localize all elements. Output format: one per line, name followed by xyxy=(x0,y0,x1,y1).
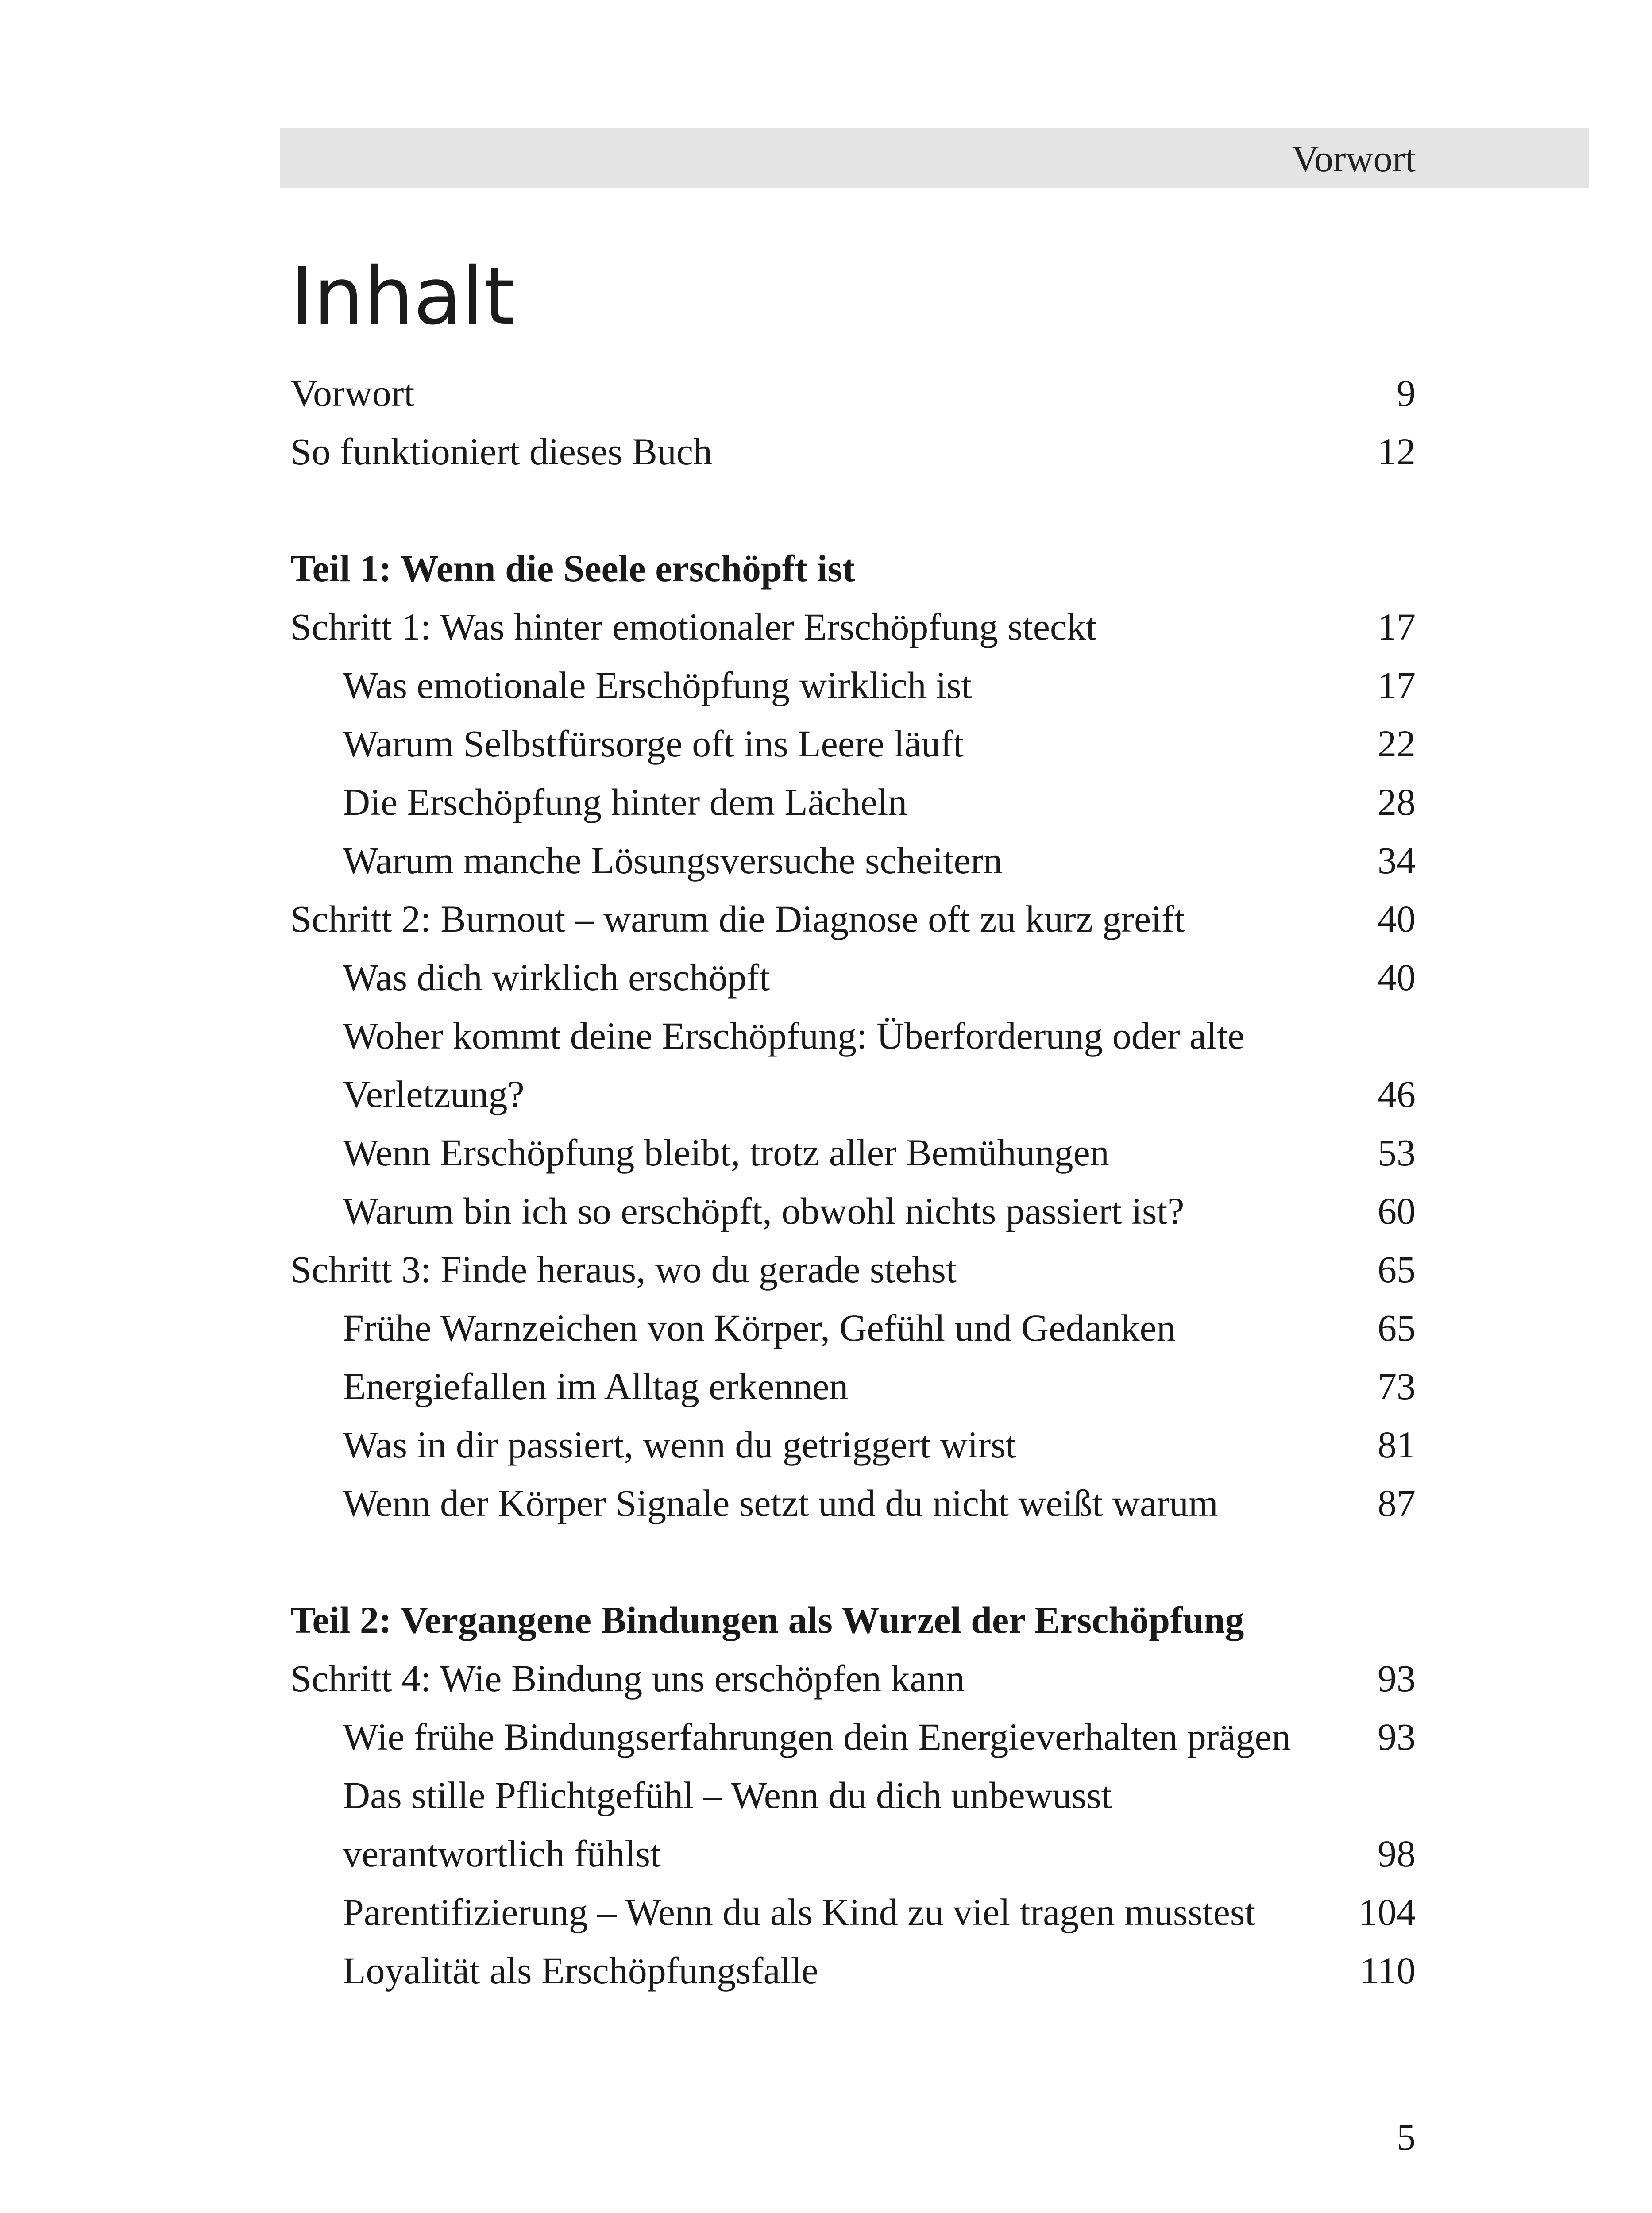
toc-subentry[interactable] xyxy=(290,773,1416,831)
toc-entry-title: So funktioniert dieses Buch xyxy=(290,430,713,473)
toc-entry-title: Das stille Pflichtgefühl – Wenn du dich unbewusst verantwortlich fühlst xyxy=(343,1774,1112,1875)
toc-entry-page: 34 xyxy=(1378,839,1416,882)
toc-entry-page: 9 xyxy=(1397,372,1416,414)
toc-entry-page: 17 xyxy=(1378,605,1416,648)
toc-subentry[interactable] xyxy=(290,1708,1416,1766)
toc-subentry[interactable] xyxy=(290,1357,1416,1415)
toc-entry-title: Parentifizierung – Wenn du als Kind zu viel tragen musstest xyxy=(343,1891,1256,1933)
toc-subentry[interactable] xyxy=(290,1123,1416,1182)
toc-entry-page: 46 xyxy=(1378,1073,1416,1115)
toc-entry-page: 17 xyxy=(1378,664,1416,706)
toc-subentry[interactable] xyxy=(290,1766,1416,1883)
toc-entry-page: 65 xyxy=(1378,1248,1416,1291)
toc-part-1-heading[interactable] xyxy=(290,539,1416,598)
toc-entry-title: Wie frühe Bindungserfahrungen dein Energieverhalten prägen xyxy=(343,1716,1291,1758)
toc-entry-page: 110 xyxy=(1360,1949,1416,1992)
toc-entry-title: Was dich wirklich erschöpft xyxy=(343,956,770,999)
toc-entry-vorwort[interactable] xyxy=(290,364,1416,422)
toc-entry-title: Vorwort xyxy=(290,372,415,414)
toc-entry-page: 87 xyxy=(1378,1482,1416,1524)
toc-entry-page: 104 xyxy=(1359,1891,1416,1933)
toc-part-title: Teil 2: Vergangene Bindungen als Wurzel der Erschöpfung xyxy=(290,1599,1244,1641)
running-head xyxy=(280,128,1589,188)
toc-entry-page: 40 xyxy=(1378,898,1416,940)
toc-entry-title: Wenn Erschöpfung bleibt, trotz aller Bemühungen xyxy=(343,1131,1109,1174)
toc-subentry[interactable] xyxy=(290,1299,1416,1357)
toc-subentry[interactable] xyxy=(290,1941,1416,2000)
toc-entry-title: Frühe Warnzeichen von Körper, Gefühl und Gedanken xyxy=(343,1307,1176,1349)
toc-subentry[interactable] xyxy=(290,714,1416,773)
toc-entry-page: 73 xyxy=(1378,1365,1416,1407)
toc-entry-page: 93 xyxy=(1378,1657,1416,1700)
toc-entry-title: Wenn der Körper Signale setzt und du nicht weißt warum xyxy=(343,1482,1218,1524)
toc-entry-title: Schritt 3: Finde heraus, wo du gerade stehst xyxy=(290,1248,957,1291)
toc-entry-title: Warum manche Lösungsversuche scheitern xyxy=(343,839,1003,882)
toc-entry-schritt-2[interactable] xyxy=(290,890,1416,948)
toc-subentry[interactable] xyxy=(290,656,1416,714)
toc-entry-title: Schritt 4: Wie Bindung uns erschöpfen kann xyxy=(290,1657,965,1700)
table-of-contents xyxy=(290,364,1416,2000)
toc-entry-schritt-3[interactable] xyxy=(290,1240,1416,1299)
toc-entry-page: 12 xyxy=(1378,430,1416,473)
toc-entry-title: Was in dir passiert, wenn du getriggert wirst xyxy=(343,1423,1016,1466)
toc-subentry[interactable] xyxy=(290,1415,1416,1474)
toc-entry-schritt-1[interactable] xyxy=(290,598,1416,656)
toc-subentry[interactable] xyxy=(290,831,1416,890)
toc-entry-page: 81 xyxy=(1378,1423,1416,1466)
toc-entry-title: Was emotionale Erschöpfung wirklich ist xyxy=(343,664,972,706)
toc-part-2-heading[interactable] xyxy=(290,1591,1416,1649)
toc-entry-title: Loyalität als Erschöpfungsfalle xyxy=(343,1949,818,1992)
page-number: 5 xyxy=(1397,2116,1416,2158)
toc-entry-so-funktioniert[interactable] xyxy=(290,422,1416,481)
toc-entry-schritt-4[interactable] xyxy=(290,1649,1416,1708)
toc-entry-title: Woher kommt deine Erschöpfung: Überforderung oder alte Verletzung? xyxy=(343,1014,1245,1115)
toc-entry-page: 40 xyxy=(1378,956,1416,999)
toc-entry-title: Energiefallen im Alltag erkennen xyxy=(343,1365,849,1407)
toc-entry-page: 22 xyxy=(1378,722,1416,765)
toc-entry-page: 53 xyxy=(1378,1131,1416,1174)
running-head-title: Vorwort xyxy=(1291,137,1416,180)
toc-entry-title: Schritt 1: Was hinter emotionaler Erschöpfung steckt xyxy=(290,605,1096,648)
toc-entry-title: Die Erschöpfung hinter dem Lächeln xyxy=(343,781,907,823)
toc-subentry[interactable] xyxy=(290,948,1416,1006)
toc-part-title: Teil 1: Wenn die Seele erschöpft ist xyxy=(290,547,855,590)
toc-subentry[interactable] xyxy=(290,1182,1416,1240)
toc-subentry[interactable] xyxy=(290,1006,1416,1123)
toc-entry-title: Warum bin ich so erschöpft, obwohl nichts passiert ist? xyxy=(343,1190,1185,1232)
toc-subentry[interactable] xyxy=(290,1474,1416,1532)
toc-entry-title: Warum Selbstfürsorge oft ins Leere läuft xyxy=(343,722,964,765)
toc-entry-page: 60 xyxy=(1378,1190,1416,1232)
toc-entry-page: 28 xyxy=(1378,781,1416,823)
toc-entry-page: 93 xyxy=(1378,1716,1416,1758)
toc-entry-title: Schritt 2: Burnout – warum die Diagnose oft zu kurz greift xyxy=(290,898,1185,940)
toc-subentry[interactable] xyxy=(290,1883,1416,1941)
toc-entry-page: 65 xyxy=(1378,1307,1416,1349)
toc-heading: Inhalt xyxy=(290,251,515,342)
toc-entry-page: 98 xyxy=(1378,1832,1416,1875)
